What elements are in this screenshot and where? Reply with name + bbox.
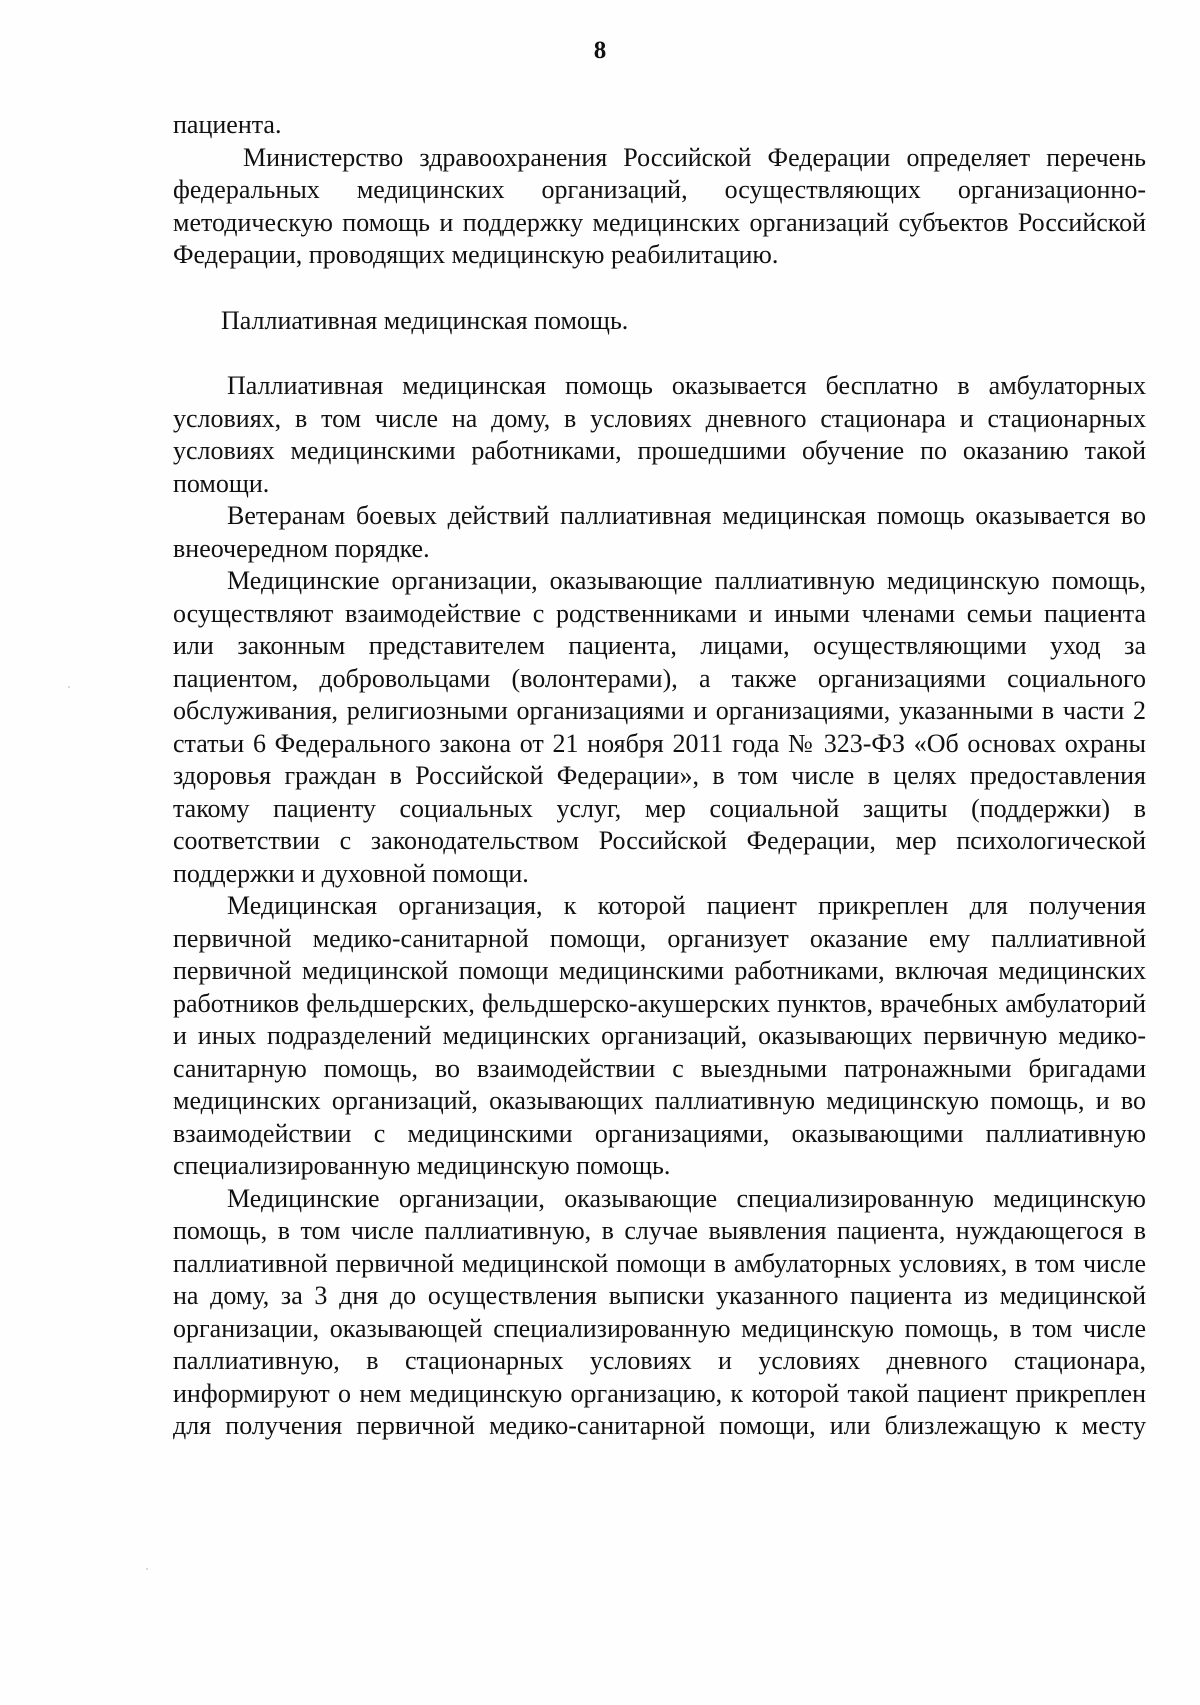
document-body <box>173 109 1146 1443</box>
section-heading-palliative-care: Паллиативная медицинская помощь. <box>221 305 629 335</box>
paragraph-palliative-free-care: Паллиативная медицинская помощь оказывается бесплатно в амбулаторных условиях, в том числе на дому, в условиях дневного стационара и стационарных условиях медицинскими работниками, прошедшими обучение по оказанию такой помощи. <box>173 371 1146 498</box>
paragraph-primary-care-organization: Медицинская организация, к которой пациент прикреплен для получения первичной медико-санитарной помощи, организует оказание ему паллиативной первичной медицинской помощи медицинскими работниками, включая медицинских работников фельдшерских, фельдшерско-акушерских пунктов, врачебных амбулаторий и иных подразделений медицинских организаций, оказывающих первичную медико-санитарную помощь, во взаимодействии с выездными патронажными бригадами медицинских организаций, оказывающих паллиативную медицинскую помощь, и во взаимодействии с медицинскими организациями, оказывающими паллиативную специализированную медицинскую помощь. <box>173 891 1146 1180</box>
paragraph-interaction-with-relatives: Медицинские организации, оказывающие паллиативную медицинскую помощь, осуществляют взаимодействие с родственниками и иными членами семьи пациента или законным представителем пациента, лицами, осуществляющими уход за пациентом, добровольцами (волонтерами), а также организациями социального обслуживания, религиозными организациями и организациями, указанными в части 2 статьи 6 Федерального закона от 21 ноября 2011 года № 323-ФЗ «Об основах охраны здоровья граждан в Российской Федерации», в том числе в целях предоставления такому пациенту социальных услуг, мер социальной защиты (поддержки) в соответствии с законодательством Российской Федерации, мер психологической поддержки и духовной помощи. <box>173 566 1146 888</box>
paragraph-veterans-priority: Ветеранам боевых действий паллиативная медицинская помощь оказывается во внеочередном порядке. <box>173 501 1146 563</box>
paragraph-ministry-list: Министерство здравоохранения Российской Федерации определяет перечень федеральных медицинских организаций, осуществляющих организационно-методическую помощь и поддержку медицинских организаций субъектов Российской Федерации, проводящих медицинскую реабилитацию. <box>173 142 1146 269</box>
scan-speck <box>68 686 70 688</box>
scan-speck <box>146 1568 148 1570</box>
paragraph-specialized-care-notification: Медицинские организации, оказывающие специализированную медицинскую помощь, в том числе паллиативную, в случае выявления пациента, нуждающегося в паллиативной первичной медицинской помощи в амбулаторных условиях, в том числе на дому, за 3 дня до осуществления выписки указанного пациента из медицинской организации, оказывающей специализированную медицинскую помощь, в том числе паллиативную, в стационарных условиях и условиях дневного стационара, информируют о нем медицинскую организацию, к которой такой пациент прикреплен для получения первичной медико-санитарной помощи, или близлежащую к месту <box>173 1183 1146 1440</box>
paragraph-continuation: пациента. <box>173 110 282 139</box>
page-number: 8 <box>593 37 607 64</box>
